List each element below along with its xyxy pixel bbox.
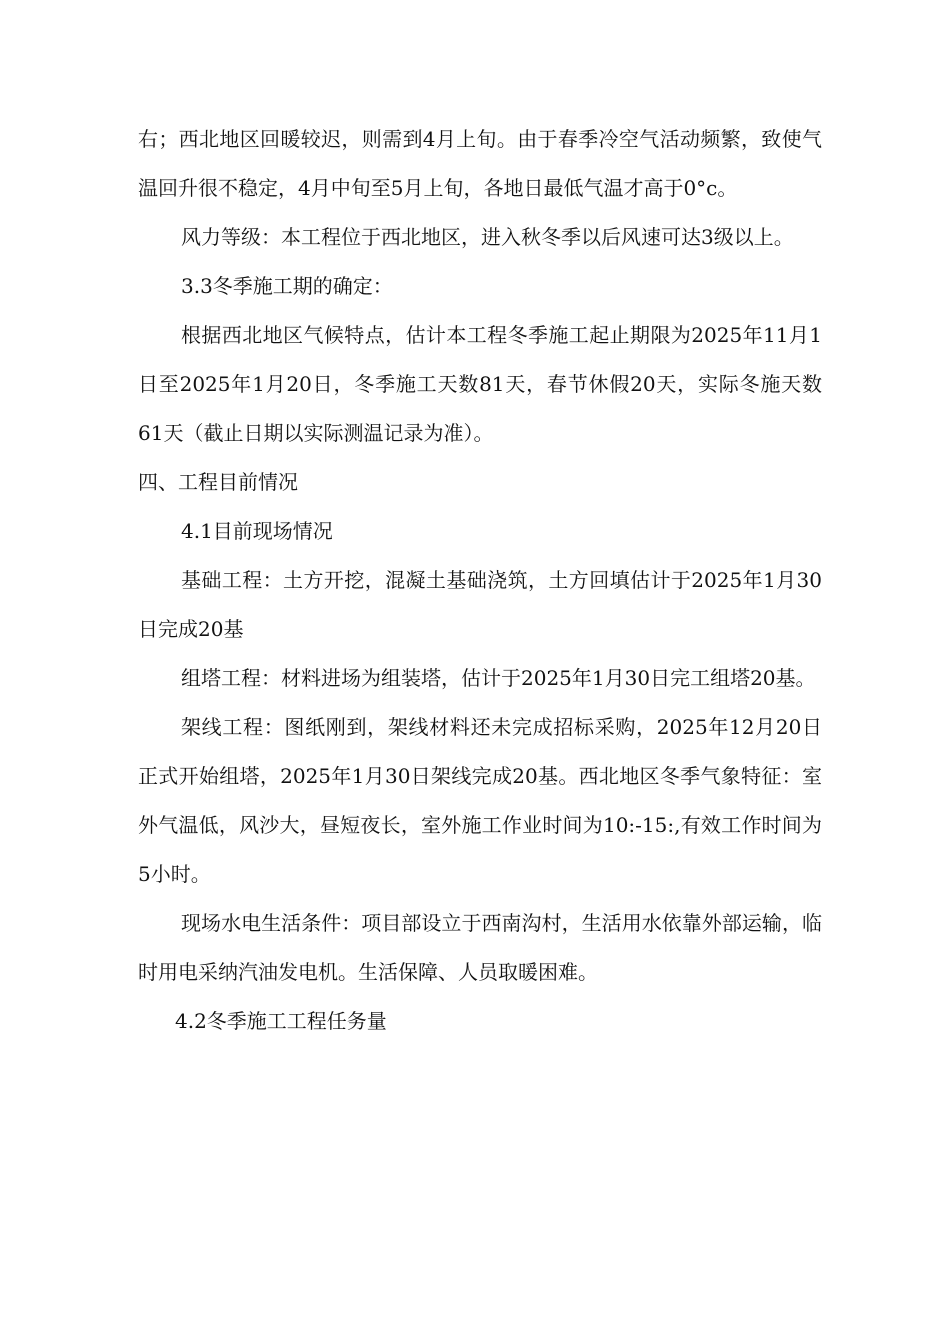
section-heading-3-3: 3.3冬季施工期的确定： [181,274,393,298]
paragraph-winter-period: 根据西北地区气候特点，估计本工程冬季施工起止期限为2025年11月1日至2025年1月20日，冬季施工天数81天，春节休假20天，实际冬施天数61天（截止日期以实际测温记录为准）。 [138,323,822,445]
paragraph-spring-temperature: 右；西北地区回暖较迟，则需到4月上旬。由于春季冷空气活动频繁，致使气温回升很不稳定，4月中旬至5月上旬，各地日最低气温才高于0°c。 [138,127,822,200]
section-heading-4-2: 4.2冬季施工工程任务量 [175,1009,387,1033]
section-heading-4: 四、工程目前情况 [138,470,298,494]
paragraph-tower-works: 组塔工程：材料进场为组装塔，估计于2025年1月30日完工组塔20基。 [181,666,816,690]
section-heading-4-1: 4.1目前现场情况 [181,519,333,543]
paragraph-site-conditions: 现场水电生活条件：项目部设立于西南沟村，生活用水依靠外部运输，临时用电采纳汽油发电机。生活保障、人员取暖困难。 [138,911,822,984]
paragraph-foundation-works: 基础工程：土方开挖，混凝土基础浇筑，土方回填估计于2025年1月30日完成20基 [138,568,822,641]
document-body [138,115,822,1046]
paragraph-stringing-works: 架线工程：图纸刚到，架线材料还未完成招标采购，2025年12月20日正式开始组塔，2025年1月30日架线完成20基。西北地区冬季气象特征：室外气温低，风沙大，昼短夜长，室外施工作业时间为10:-15:,有效工作时间为5小时。 [138,715,822,886]
paragraph-wind-level: 风力等级：本工程位于西北地区，进入秋冬季以后风速可达3级以上。 [181,225,794,249]
